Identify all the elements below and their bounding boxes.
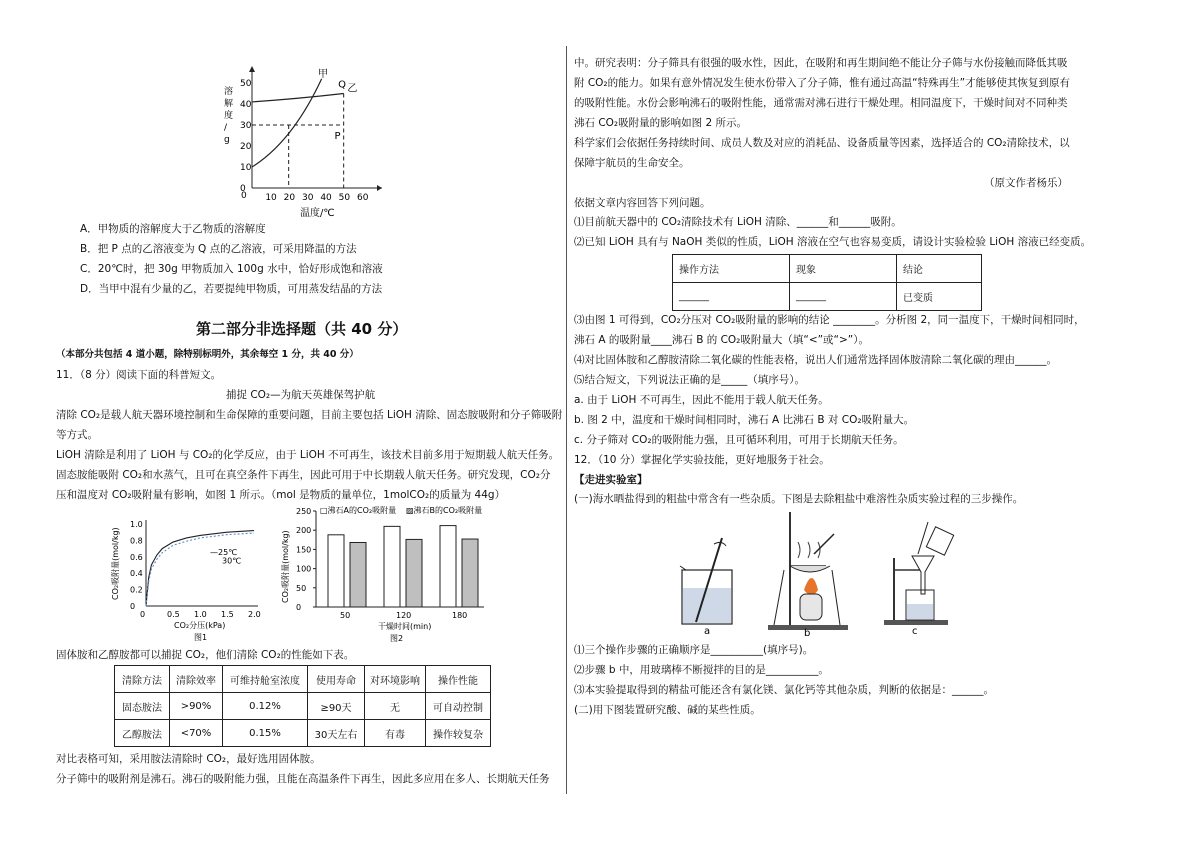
- y-tick-label: 10: [240, 163, 252, 173]
- table-header: 对环境影响: [365, 666, 426, 693]
- x-tick-label: 40: [320, 193, 332, 203]
- right-line2: 附 CO₂的能力。如果有意外情况发生使水份带入了分子筛，惟有通过高温“特殊再生”才能够使其恢复到原有: [574, 77, 1071, 89]
- y-tick-label: 40: [240, 100, 252, 110]
- bar-zeolite-b: [462, 539, 478, 607]
- x-tick-label: 0.5: [167, 610, 180, 619]
- table-cell: 30天左右: [308, 720, 365, 747]
- right-line1: 中。研究表明：分子筛具有很强的吸水性，因此，在吸附和再生期间绝不能让分子筛与水份接触而降低其吸: [574, 57, 1068, 69]
- part-note: （本部分共包括 4 道小题，除特别标明外，其余每空 1 分，共 40 分）: [56, 349, 359, 360]
- right-line4: 沸石 CO₂吸附量的影响如图 2 所示。: [574, 117, 747, 129]
- bar-zeolite-a: [384, 526, 400, 607]
- point-p-label: P: [334, 131, 341, 142]
- x-tick-label: 50: [338, 193, 351, 203]
- step-2: ⑵步骤 b 中，用玻璃棒不断搅拌的目的是__________。: [574, 664, 829, 676]
- para2-line1: LiOH 清除是利用了 LiOH 与 CO₂的化学反应，由于 LiOH 不可再生，该技术目前多用于短期载人航天任务。: [56, 449, 560, 461]
- figure-2-chart: [278, 503, 502, 646]
- table-cell: 0.15%: [223, 720, 308, 747]
- column-divider: [566, 46, 567, 794]
- table-header: 可维持舱室浓度: [223, 666, 308, 693]
- answer-blank[interactable]: ______: [790, 283, 897, 311]
- x-tick-label: 50: [340, 611, 351, 620]
- x-tick-label: 2.0: [248, 610, 261, 619]
- question-4: ⑷对比固体胺和乙醇胺清除二氧化碳的性能表格，说出人们通常选择固体胺清除二氧化碳的理由______。: [574, 354, 1057, 366]
- choice-b: b. 图 2 中，温度和干燥时间相同时，沸石 A 比沸石 B 对 CO₂吸附量大。: [574, 414, 915, 426]
- table-row: [673, 283, 982, 311]
- after-table: 对比表格可知，采用胺法清除时 CO₂，最好选用固体胺。: [56, 753, 321, 765]
- question-3b: 沸石 A 的吸附量____沸石 B 的 CO₂吸附量大（填“<”或“>”）。: [574, 334, 869, 346]
- option-c: C．20℃时，把 30g 甲物质加入 100g 水中，恰好形成饱和溶液: [80, 263, 383, 275]
- table-header: 清除方法: [115, 666, 170, 693]
- table-cell: 有毒: [365, 720, 426, 747]
- x-axis-label: 温度/℃: [300, 208, 335, 218]
- table-cell: 已变质: [897, 283, 982, 311]
- para2-line3: 压和温度对 CO₂吸附量有影响，如图 1 所示。（mol 是物质的量单位，1molCO₂的质量为 44g）: [56, 489, 506, 501]
- lab-title: 【走进实验室】: [574, 474, 648, 486]
- x-tick-label: 120: [396, 611, 412, 620]
- figure-caption: 图2: [390, 634, 404, 643]
- y-tick-label: 200: [296, 526, 312, 536]
- y-tick-label: 150: [296, 545, 312, 555]
- series-jia-label: 甲: [318, 68, 328, 80]
- para3: 分子筛中的吸附剂是沸石。沸石的吸附能力强，且能在高温条件下再生，因此多应用在多人、长期航天任务: [56, 773, 550, 785]
- y-axis-label-char: /: [224, 123, 228, 133]
- y-tick-label: 0.2: [130, 585, 143, 595]
- option-b: B．把 P 点的乙溶液变为 Q 点的乙溶液，可采用降温的方法: [80, 243, 357, 255]
- option-d: D．当甲中混有少量的乙，若要提纯甲物质，可用蒸发结晶的方法: [80, 283, 383, 295]
- author: （原文作者杨乐）: [984, 177, 1068, 189]
- x-axis-label: CO₂分压(kPa): [174, 621, 226, 630]
- point-q-label: Q: [338, 79, 347, 91]
- y-tick-label: 50: [240, 79, 252, 89]
- q11-head: 11．（8 分）阅读下面的科普短文。: [56, 369, 222, 381]
- table-cell: >90%: [170, 693, 223, 720]
- table-header: 使用寿命: [308, 666, 365, 693]
- table-row: [115, 720, 491, 747]
- answer-blank[interactable]: ______: [673, 283, 790, 311]
- para2-line2: 固态胺能吸附 CO₂和水蒸气，且可在真空条件下再生，因此可用于中长期载人航天任务。研究发现，CO₂分: [56, 469, 551, 481]
- table-row: [115, 693, 491, 720]
- label-b: b: [804, 628, 811, 639]
- y-tick-label: 20: [240, 142, 252, 152]
- table-header: 清除效率: [170, 666, 223, 693]
- y-axis-label: CO₂吸附量(mol/kg): [111, 527, 120, 600]
- x-tick-label: 1.5: [221, 610, 234, 619]
- right-line5: 科学家们会依据任务持续时间、成员人数及对应的消耗品、设备质量等因素，选择适合的 CO₂清除技术，以: [574, 137, 1070, 149]
- table-header-row: [115, 666, 491, 693]
- table-header-row: [673, 255, 982, 283]
- y-tick-label: 250: [296, 507, 312, 516]
- series-jia-line: [252, 79, 322, 167]
- question-3a: ⑶由图 1 可得到，CO₂分压对 CO₂吸附量的影响的结论 ________。分析图 2，同一温度下，干燥时间相同时，: [574, 314, 1085, 326]
- series-yi-line: [252, 94, 344, 102]
- para1-line2: 等方式。: [56, 429, 98, 441]
- y-axis-label: CO₂吸附量(mol/kg): [281, 530, 290, 603]
- origin-label: 0: [241, 191, 247, 201]
- table-cell: 固态胺法: [115, 693, 170, 720]
- series-line-30℃: [146, 533, 254, 606]
- x-tick-label: 20: [283, 193, 296, 203]
- evaporation-stand-icon: [768, 512, 848, 630]
- table-cell: 操作较复杂: [426, 720, 491, 747]
- y-tick-label: 0: [240, 184, 246, 194]
- x-tick-label: 10: [265, 193, 277, 203]
- question-12: 12．（10 分）掌握化学实验技能，更好地服务于社会。: [574, 454, 830, 466]
- legend-30: 30℃: [222, 556, 242, 566]
- instruction: 依据文章内容回答下列问题。: [574, 197, 711, 209]
- y-tick-label: 0.4: [130, 569, 143, 579]
- y-tick-label: 1.0: [130, 520, 143, 529]
- bar-zeolite-a: [328, 535, 344, 607]
- table-header: 现象: [790, 255, 897, 283]
- question-5: ⑸结合短文，下列说法正确的是_____（填序号）。: [574, 374, 805, 386]
- y-tick-label: 30: [240, 121, 252, 131]
- table-cell: <70%: [170, 720, 223, 747]
- filtration-icon: [884, 522, 954, 625]
- question-1: ⑴目前航天器中的 CO₂清除技术有 LiOH 清除、______和______吸附。: [574, 216, 902, 228]
- x-tick-label: 180: [452, 611, 468, 620]
- bar-zeolite-b: [350, 542, 366, 607]
- bar-zeolite-b: [406, 539, 422, 607]
- choice-a: a. 由于 LiOH 不可再生，因此不能用于载人航天任务。: [574, 394, 829, 406]
- x-axis-label: 干燥时间(min): [378, 622, 432, 631]
- y-axis-label-char: 溶: [224, 87, 234, 97]
- legend-25: —25℃: [210, 548, 238, 558]
- y-tick-label: 50: [296, 583, 307, 593]
- bar-zeolite-a: [440, 526, 456, 607]
- right-line6: 保障宇航员的生命安全。: [574, 157, 690, 169]
- lab-apparatus-figure: [674, 510, 974, 640]
- question-2: ⑵已知 LiOH 具有与 NaOH 类似的性质，LiOH 溶液在空气也容易变质，请设计实验检验 LiOH 溶液已经变质。: [574, 236, 1092, 248]
- table-cell: 无: [365, 693, 426, 720]
- step-1: ⑴三个操作步骤的正确顺序是__________(填序号)。: [574, 644, 814, 656]
- table-header: 结论: [897, 255, 982, 283]
- table-cell: 可自动控制: [426, 693, 491, 720]
- choice-c: c. 分子筛对 CO₂的吸附能力强，且可循环利用，可用于长期航天任务。: [574, 434, 904, 446]
- performance-table: [114, 665, 491, 747]
- y-axis-label-char: 解: [224, 99, 234, 109]
- table-header: 操作性能: [426, 666, 491, 693]
- table-header: 操作方法: [673, 255, 790, 283]
- y-tick-label: 100: [296, 564, 312, 574]
- y-axis-arrow: [249, 66, 255, 72]
- y-tick-label: 0: [296, 603, 302, 612]
- x-axis-arrow: [377, 185, 382, 191]
- y-tick-label: 0.8: [130, 536, 143, 546]
- y-tick-label: 0.6: [130, 552, 143, 562]
- legend-b: ▨沸石B的CO₂吸附量: [406, 506, 483, 515]
- sub-section-1: (一)海水晒盐得到的粗盐中常含有一些杂质。下图是去除粗盐中难溶性杂质实验过程的三步操作。: [574, 493, 1024, 505]
- beaker-stirring-icon: [680, 538, 732, 624]
- table-cell: 0.12%: [223, 693, 308, 720]
- y-axis-label-char: g: [224, 135, 230, 145]
- para1-line1: 清除 CO₂是载人航天器环境控制和生命保障的重要问题，目前主要包括 LiOH 清除、固态胺吸附和分子筛吸附: [56, 409, 563, 421]
- label-a: a: [704, 626, 711, 637]
- table-cell: ≥90天: [308, 693, 365, 720]
- y-tick-label: 0: [130, 602, 136, 611]
- option-a: A．甲物质的溶解度大于乙物质的溶解度: [80, 223, 266, 235]
- step-3: ⑶本实验提取得到的精盐可能还含有氯化镁、氯化钙等其他杂质，判断的依据是：______。: [574, 684, 994, 696]
- table-cell: 乙醇胺法: [115, 720, 170, 747]
- sub-section-2: (二)用下图装置研究酸、碱的某些性质。: [574, 704, 761, 716]
- experiment-table: [672, 254, 982, 311]
- series-line-25℃: [146, 531, 254, 606]
- legend-a: □沸石A的CO₂吸附量: [320, 506, 397, 515]
- figure-1-chart: [108, 516, 278, 646]
- article-title: 捕捉 CO₂—为航天英雄保驾护航: [226, 389, 376, 401]
- x-tick-label: 1.0: [194, 610, 207, 619]
- figure-caption: 图1: [194, 633, 208, 642]
- y-axis-label-char: 度: [224, 111, 234, 121]
- part-title: 第二部分非选择题（共 40 分）: [196, 320, 408, 338]
- solubility-chart: [222, 58, 412, 218]
- table-intro: 固体胺和乙醇胺都可以捕捉 CO₂，他们清除 CO₂的性能如下表。: [56, 649, 355, 661]
- label-c: c: [912, 626, 918, 637]
- x-tick-label: 30: [302, 193, 314, 203]
- series-yi-label: 乙: [347, 83, 358, 95]
- right-line3: 的吸附性能。水份会影响沸石的吸附性能，通常需对沸石进行干燥处理。相同温度下，干燥时间对不同种类: [574, 97, 1068, 109]
- x-tick-label: 60: [357, 193, 369, 203]
- x-tick-label: 0: [140, 610, 146, 619]
